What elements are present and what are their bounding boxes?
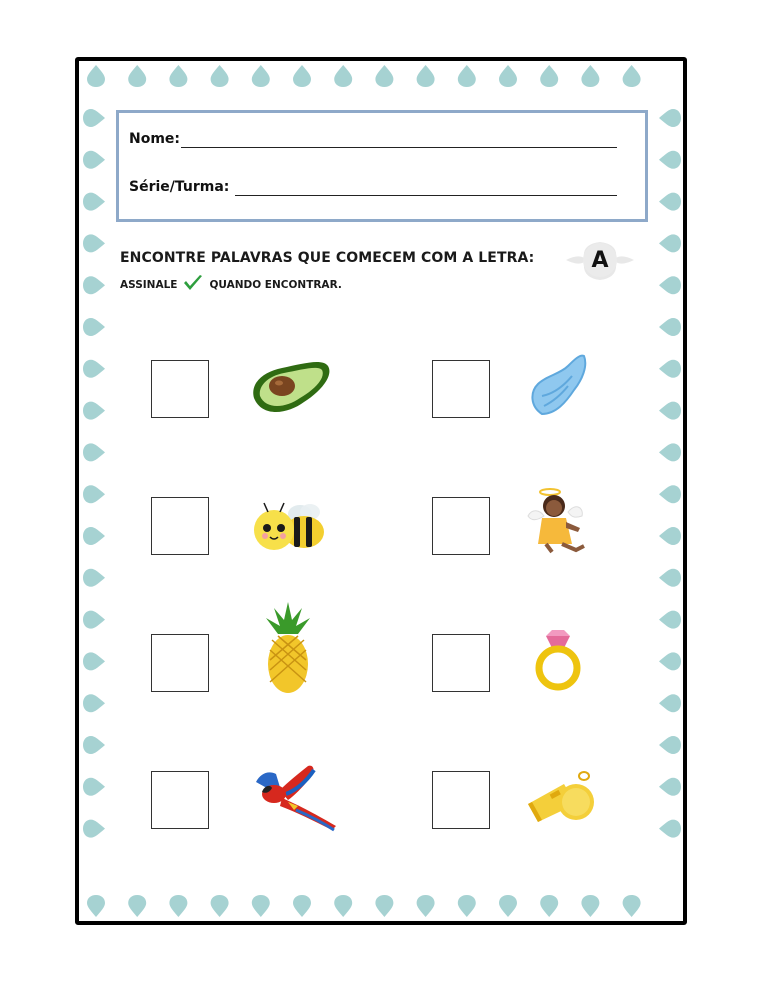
letter-badge bbox=[564, 236, 636, 284]
checkbox-angel[interactable] bbox=[432, 497, 490, 555]
checkbox-macaw[interactable] bbox=[151, 771, 209, 829]
checkbox-avocado[interactable] bbox=[151, 360, 209, 418]
angel-image bbox=[522, 486, 598, 562]
instruction-title: ENCONTRE PALAVRAS QUE COMECEM COM A LETRA: bbox=[120, 250, 535, 266]
name-label: Nome: bbox=[129, 131, 181, 147]
checkbox-whistle[interactable] bbox=[432, 771, 490, 829]
ring-image bbox=[532, 626, 584, 696]
student-info-box bbox=[116, 110, 648, 222]
bee-image bbox=[248, 500, 328, 558]
letter-a: A bbox=[591, 247, 609, 273]
instruction-sub-after: QUANDO ENCONTRAR. bbox=[209, 278, 342, 291]
checkbox-pineapple[interactable] bbox=[151, 634, 209, 692]
instruction-sub-before: ASSINALE bbox=[120, 278, 178, 291]
checkbox-bee[interactable] bbox=[151, 497, 209, 555]
checkbox-wing[interactable] bbox=[432, 360, 490, 418]
name-field[interactable] bbox=[181, 147, 617, 148]
class-label: Série/Turma: bbox=[129, 179, 230, 195]
macaw-image bbox=[252, 760, 338, 836]
avocado-image bbox=[248, 356, 332, 426]
wing-image bbox=[528, 352, 588, 426]
instruction-subtitle bbox=[120, 274, 342, 295]
class-field[interactable] bbox=[235, 195, 617, 196]
whistle-image bbox=[524, 770, 600, 834]
check-icon bbox=[182, 274, 204, 295]
checkbox-ring[interactable] bbox=[432, 634, 490, 692]
pineapple-image bbox=[260, 600, 316, 700]
